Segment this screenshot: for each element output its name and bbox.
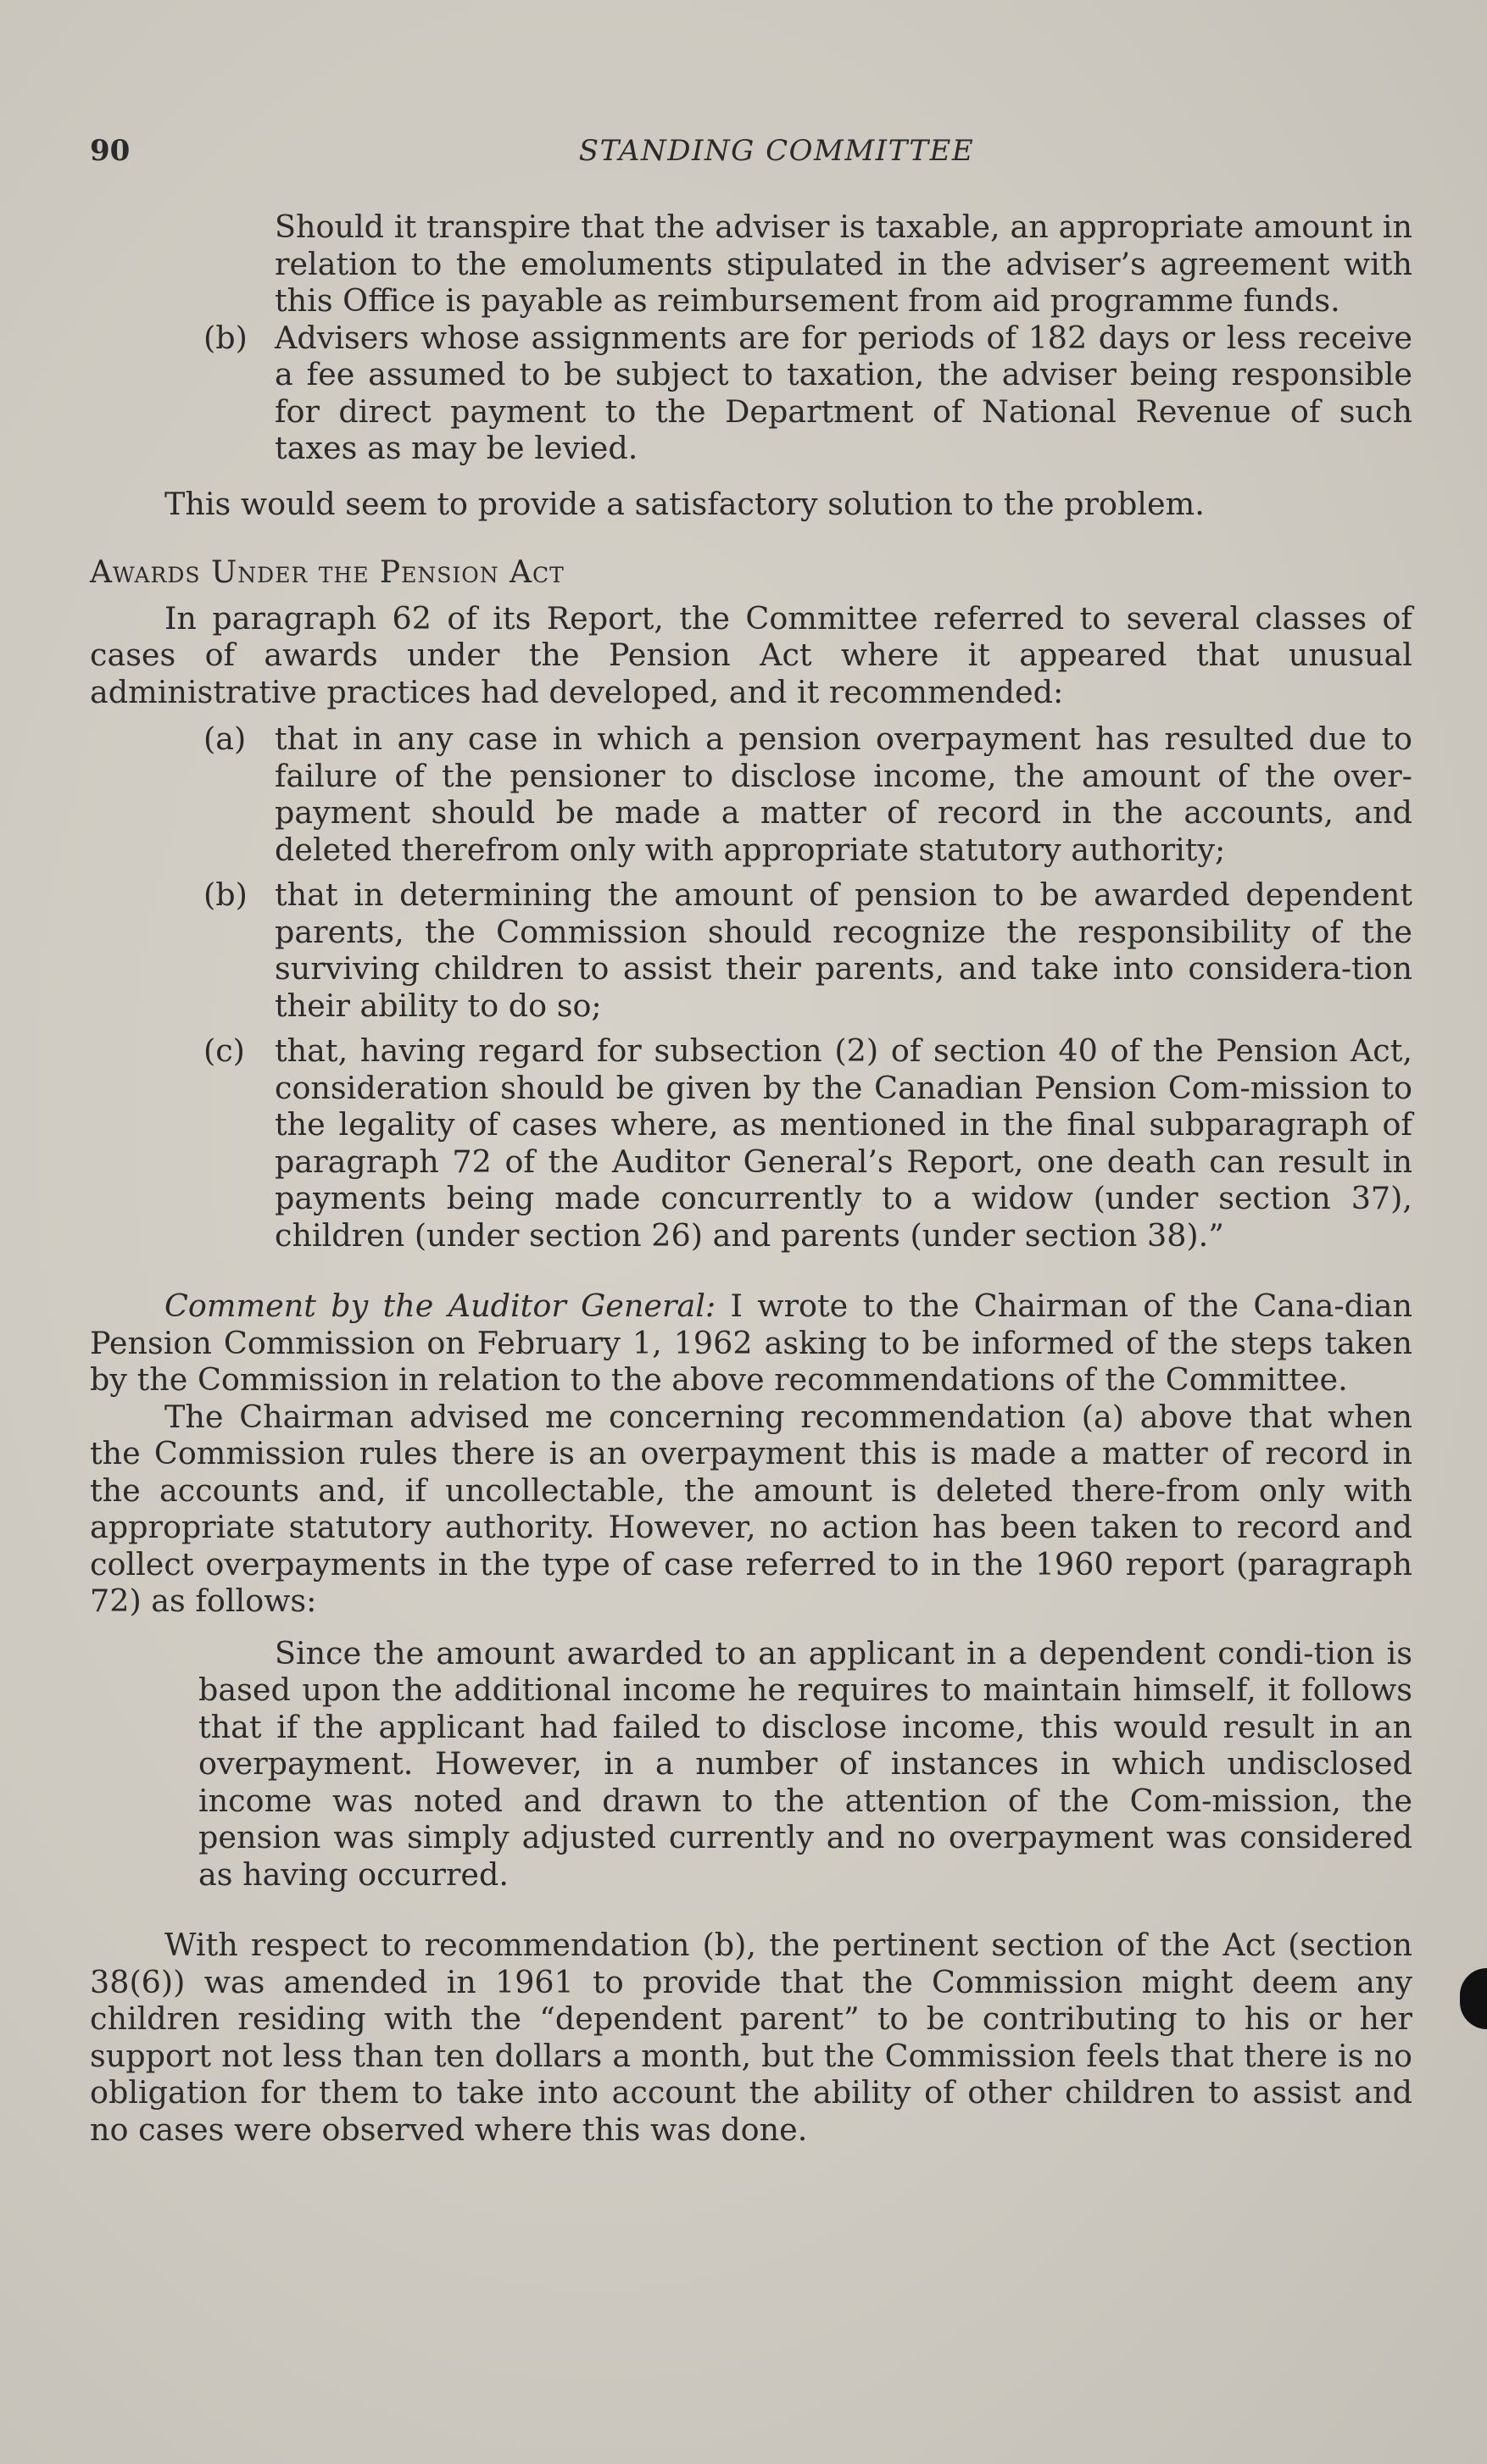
comment-text: I wrote to the Chairman of the Cana-dian Pension Commission on February 1, 1962 asking to be informed of the steps taken by the Commission in relation to the above recommendations of the Committee. [90, 1288, 1412, 1398]
recommendation-label: (b) [203, 876, 248, 913]
recommendation-text: that, having regard for subsection (2) of section 40 of the Pension Act, consideration should be given by the Canadian Pension Com-mission to the legality of cases where, as mentioned in the final subparagraph of paragraph 72 of the Auditor General’s Report, one death can result in payments being made concurrently to a widow (under section 37), children (under section 26) and parents (under section 38).” [275, 1032, 1412, 1254]
paragraph-62: In paragraph 62 of its Report, the Committee referred to several classes of cases of awards under the Pension Act where it appeared that unusual administrative practices had developed, and it recommended: [90, 599, 1412, 710]
recommendation-a [90, 720, 1412, 868]
solution-paragraph: This would seem to provide a satisfactory solution to the problem. [164, 485, 1205, 522]
block-quote [90, 1635, 1412, 1894]
recommendation-text: that in determining the amount of pension to be awarded dependent parents, the Commission should recognize the responsibility of the surviving children to assist their parents, and take into considera-tion their ability to do so; [275, 876, 1412, 1024]
quote-text: Since the amount awarded to an applicant in a dependent condi-tion is based upon the additional income he requires to maintain himself, it follows that if the applicant had failed to disclose income, this would result in an overpayment. However, in a number of instances in which undisclosed income was noted and drawn to the attention of the Com-mission, the pension was simply adjusted currently and no overpayment was considered as having occurred. [198, 1634, 1412, 1893]
comment-paragraph [90, 1288, 1412, 1399]
recommendation-b-paragraph: With respect to recommendation (b), the pertinent section of the Act (section 38(6)) was amended in 1961 to provide that the Commission might deem any children residing with the “dependent parent” to be contributing to his or her support not less than ten dollars a month, but the Commission feels that there is no obligation for them to take into account the ability of other children to assist and no cases were observed where this was done. [90, 1927, 1412, 2148]
recommendation-b [90, 876, 1412, 1024]
binding-mark [1460, 1968, 1487, 2029]
page-number: 90 [90, 134, 131, 168]
recommendation-text: that in any case in which a pension overpayment has resulted due to failure of the pensioner to disclose income, the amount of the over-payment should be made a matter of record in the accounts, and deleted therefrom only with appropriate statutory authority; [275, 720, 1412, 868]
recommendation-label: (a) [203, 720, 247, 757]
list-item-text: Advisers whose assignments are for periods of 182 days or less receive a fee assumed to be subject to taxation, the adviser being responsible for direct payment to the Department of National Revenue of such taxes as may be levied. [275, 319, 1412, 466]
recommendation-label: (c) [203, 1032, 245, 1069]
recommendation-c [90, 1032, 1412, 1254]
list-item-label: (b) [203, 319, 248, 356]
section-heading: Awards Under the Pension Act [90, 555, 565, 590]
continued-paragraph: Should it transpire that the adviser is taxable, an appropriate amount in relation to the emoluments stipulated in the adviser’s agreement with this Office is payable as reimbursement from aid programme funds. [275, 209, 1412, 319]
page-header [90, 127, 1412, 178]
list-item-b [90, 320, 1412, 467]
chairman-paragraph: The Chairman advised me concerning recommendation (a) above that when the Commission rules there is an overpayment this is made a matter of record in the accounts and, if uncollectable, the amount is deleted there-from only with appropriate statutory authority. However, no action has been taken to record and collect overpayments in the type of case referred to in the 1960 report (paragraph 72) as follows: [90, 1398, 1412, 1619]
page-body [90, 209, 1412, 2148]
running-head: STANDING COMMITTEE [578, 134, 975, 168]
comment-lead: Comment by the Auditor General: [164, 1288, 716, 1324]
